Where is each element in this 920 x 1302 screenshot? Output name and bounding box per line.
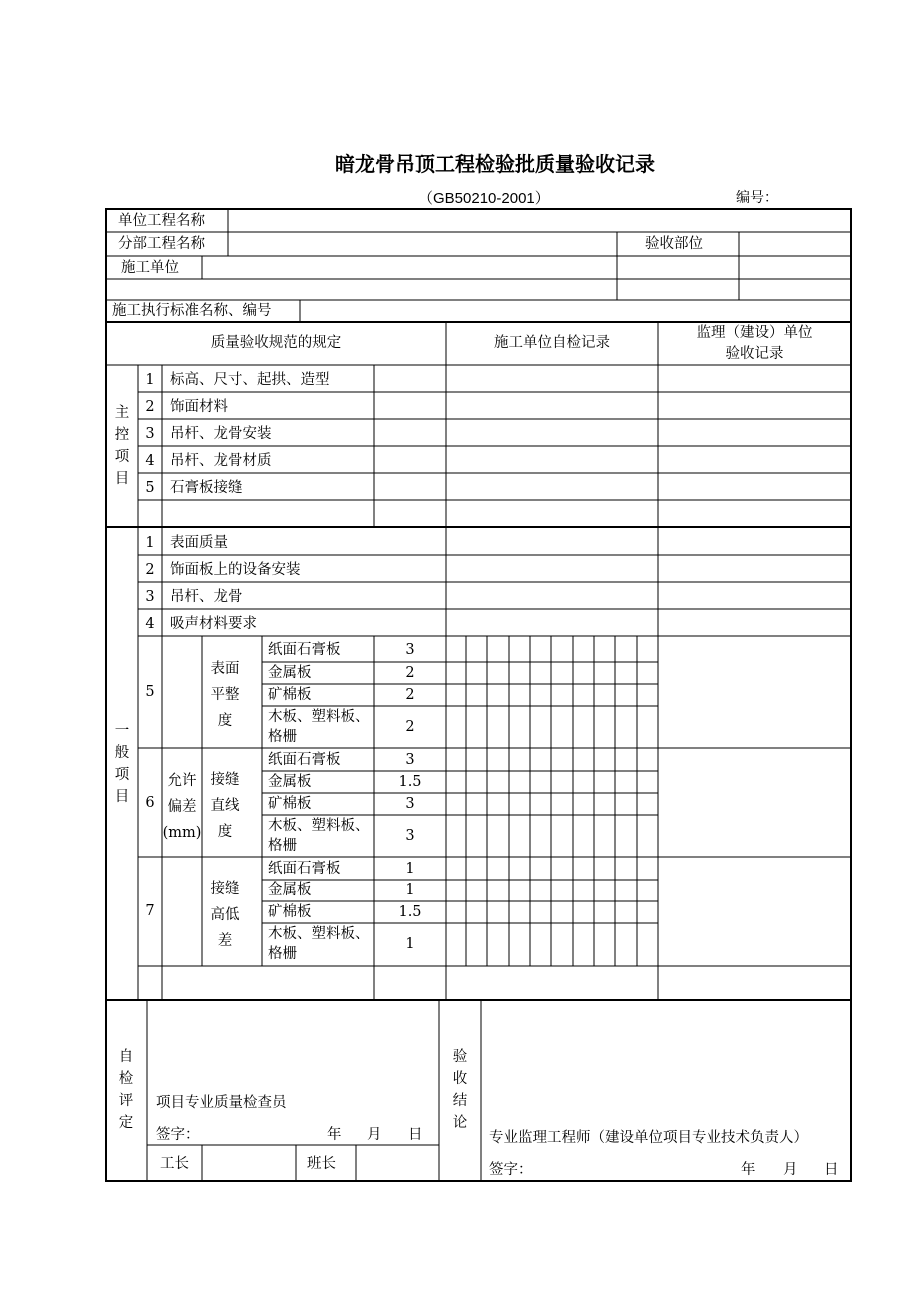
tolerance-value: 3 bbox=[405, 828, 415, 844]
tolerance-value: 1 bbox=[405, 936, 415, 952]
group-no: 5 bbox=[145, 684, 155, 700]
main-item-no: 2 bbox=[145, 399, 155, 415]
supervisor-column-header-line1: 监理（建设）单位 bbox=[696, 325, 813, 341]
main-item-no: 4 bbox=[145, 453, 155, 469]
supervisor-month-label: 月 bbox=[783, 1162, 798, 1178]
group-name: 接缝高低差 bbox=[210, 881, 240, 949]
supervisor-column-header-line2: 验收记录 bbox=[725, 346, 784, 362]
main-item-text: 吊杆、龙骨安装 bbox=[170, 426, 272, 442]
general-items-label-text: 一般项目 bbox=[114, 723, 130, 805]
page-title: 暗龙骨吊顶工程检验批质量验收记录 bbox=[335, 152, 655, 176]
sub-project-label: 分部工程名称 bbox=[118, 236, 205, 252]
supervisor-label: 专业监理工程师（建设单位项目专业技术负责人） bbox=[489, 1130, 808, 1146]
construction-unit-label: 施工单位 bbox=[121, 260, 179, 276]
supervisor-year-label: 年 bbox=[741, 1162, 756, 1178]
main-item-text: 饰面材料 bbox=[170, 399, 228, 415]
tolerance-value: 1 bbox=[405, 861, 415, 877]
material-name: 矿棉板 bbox=[268, 904, 312, 920]
material-name-line1: 木板、塑料板、 bbox=[268, 709, 370, 725]
material-name-line2: 格栅 bbox=[268, 838, 297, 854]
main-item-text: 石膏板接缝 bbox=[170, 480, 243, 496]
tolerance-value: 2 bbox=[405, 665, 415, 681]
inspector-day-label: 日 bbox=[408, 1127, 423, 1143]
self-check-column-header: 施工单位自检记录 bbox=[494, 335, 610, 351]
general-item-no: 4 bbox=[145, 616, 155, 632]
acceptance-conclusion-label bbox=[450, 1046, 470, 1134]
main-item-no: 3 bbox=[145, 426, 155, 442]
material-name: 纸面石膏板 bbox=[268, 861, 341, 877]
inspector-sign-label: 签字： bbox=[156, 1127, 200, 1143]
main-item-no: 1 bbox=[145, 372, 155, 388]
general-items-label bbox=[112, 720, 132, 808]
material-name-line2: 格栅 bbox=[268, 729, 297, 745]
acceptance-part-label: 验收部位 bbox=[645, 236, 703, 252]
unit-project-label: 单位工程名称 bbox=[118, 213, 205, 229]
main-control-label-text: 主控项目 bbox=[114, 405, 130, 487]
self-assessment-label-text: 自检评定 bbox=[118, 1049, 134, 1131]
material-name: 矿棉板 bbox=[268, 796, 312, 812]
material-name: 金属板 bbox=[268, 665, 312, 681]
team-leader-label: 班长 bbox=[307, 1156, 336, 1172]
material-name-line1: 木板、塑料板、 bbox=[268, 818, 370, 834]
material-name: 纸面石膏板 bbox=[268, 752, 341, 768]
material-name-line1: 木板、塑料板、 bbox=[268, 926, 370, 942]
general-item-no: 3 bbox=[145, 589, 155, 605]
foreman-label: 工长 bbox=[160, 1156, 189, 1172]
tolerance-value: 3 bbox=[405, 642, 415, 658]
tolerance-value: 2 bbox=[405, 719, 415, 735]
tolerance-value: 3 bbox=[405, 796, 415, 812]
tolerance-value: 2 bbox=[405, 687, 415, 703]
group-name: 接缝直线度 bbox=[210, 772, 240, 840]
material-name: 金属板 bbox=[268, 774, 312, 790]
spec-column-header: 质量验收规范的规定 bbox=[210, 335, 342, 351]
record-number-label: 编号： bbox=[736, 190, 778, 206]
tolerance-label: 允许偏差(mm) bbox=[162, 773, 202, 841]
group-name: 表面平整度 bbox=[210, 661, 240, 729]
material-name: 矿棉板 bbox=[268, 687, 312, 703]
general-item-no: 2 bbox=[145, 562, 155, 578]
standard-code: （GB50210-2001） bbox=[418, 190, 550, 207]
inspector-month-label: 月 bbox=[367, 1127, 382, 1143]
tolerance-value: 1.5 bbox=[398, 774, 422, 790]
inspector-label: 项目专业质量检查员 bbox=[156, 1095, 287, 1111]
inspector-year-label: 年 bbox=[327, 1127, 342, 1143]
self-assessment-label bbox=[116, 1046, 136, 1134]
supervisor-sign-label: 签字： bbox=[489, 1162, 533, 1178]
general-item-text: 饰面板上的设备安装 bbox=[170, 562, 301, 578]
main-item-no: 5 bbox=[145, 480, 155, 496]
supervisor-day-label: 日 bbox=[824, 1162, 839, 1178]
main-control-label bbox=[112, 402, 132, 490]
material-name-line2: 格栅 bbox=[268, 946, 297, 962]
tolerance-value: 1 bbox=[405, 882, 415, 898]
acceptance-conclusion-label-text: 验收结论 bbox=[452, 1049, 468, 1131]
tolerance-value: 1.5 bbox=[398, 904, 422, 920]
main-item-text: 吊杆、龙骨材质 bbox=[170, 453, 272, 469]
general-item-no: 1 bbox=[145, 535, 155, 551]
main-item-text: 标高、尺寸、起拱、造型 bbox=[170, 372, 330, 388]
group-no: 7 bbox=[145, 903, 155, 919]
general-item-text: 表面质量 bbox=[170, 535, 228, 551]
material-name: 纸面石膏板 bbox=[268, 642, 341, 658]
general-item-text: 吊杆、龙骨 bbox=[170, 589, 243, 605]
group-no: 6 bbox=[145, 795, 155, 811]
standard-name-label: 施工执行标准名称、编号 bbox=[112, 303, 272, 319]
general-item-text: 吸声材料要求 bbox=[170, 616, 257, 632]
tolerance-value: 3 bbox=[405, 752, 415, 768]
material-name: 金属板 bbox=[268, 882, 312, 898]
